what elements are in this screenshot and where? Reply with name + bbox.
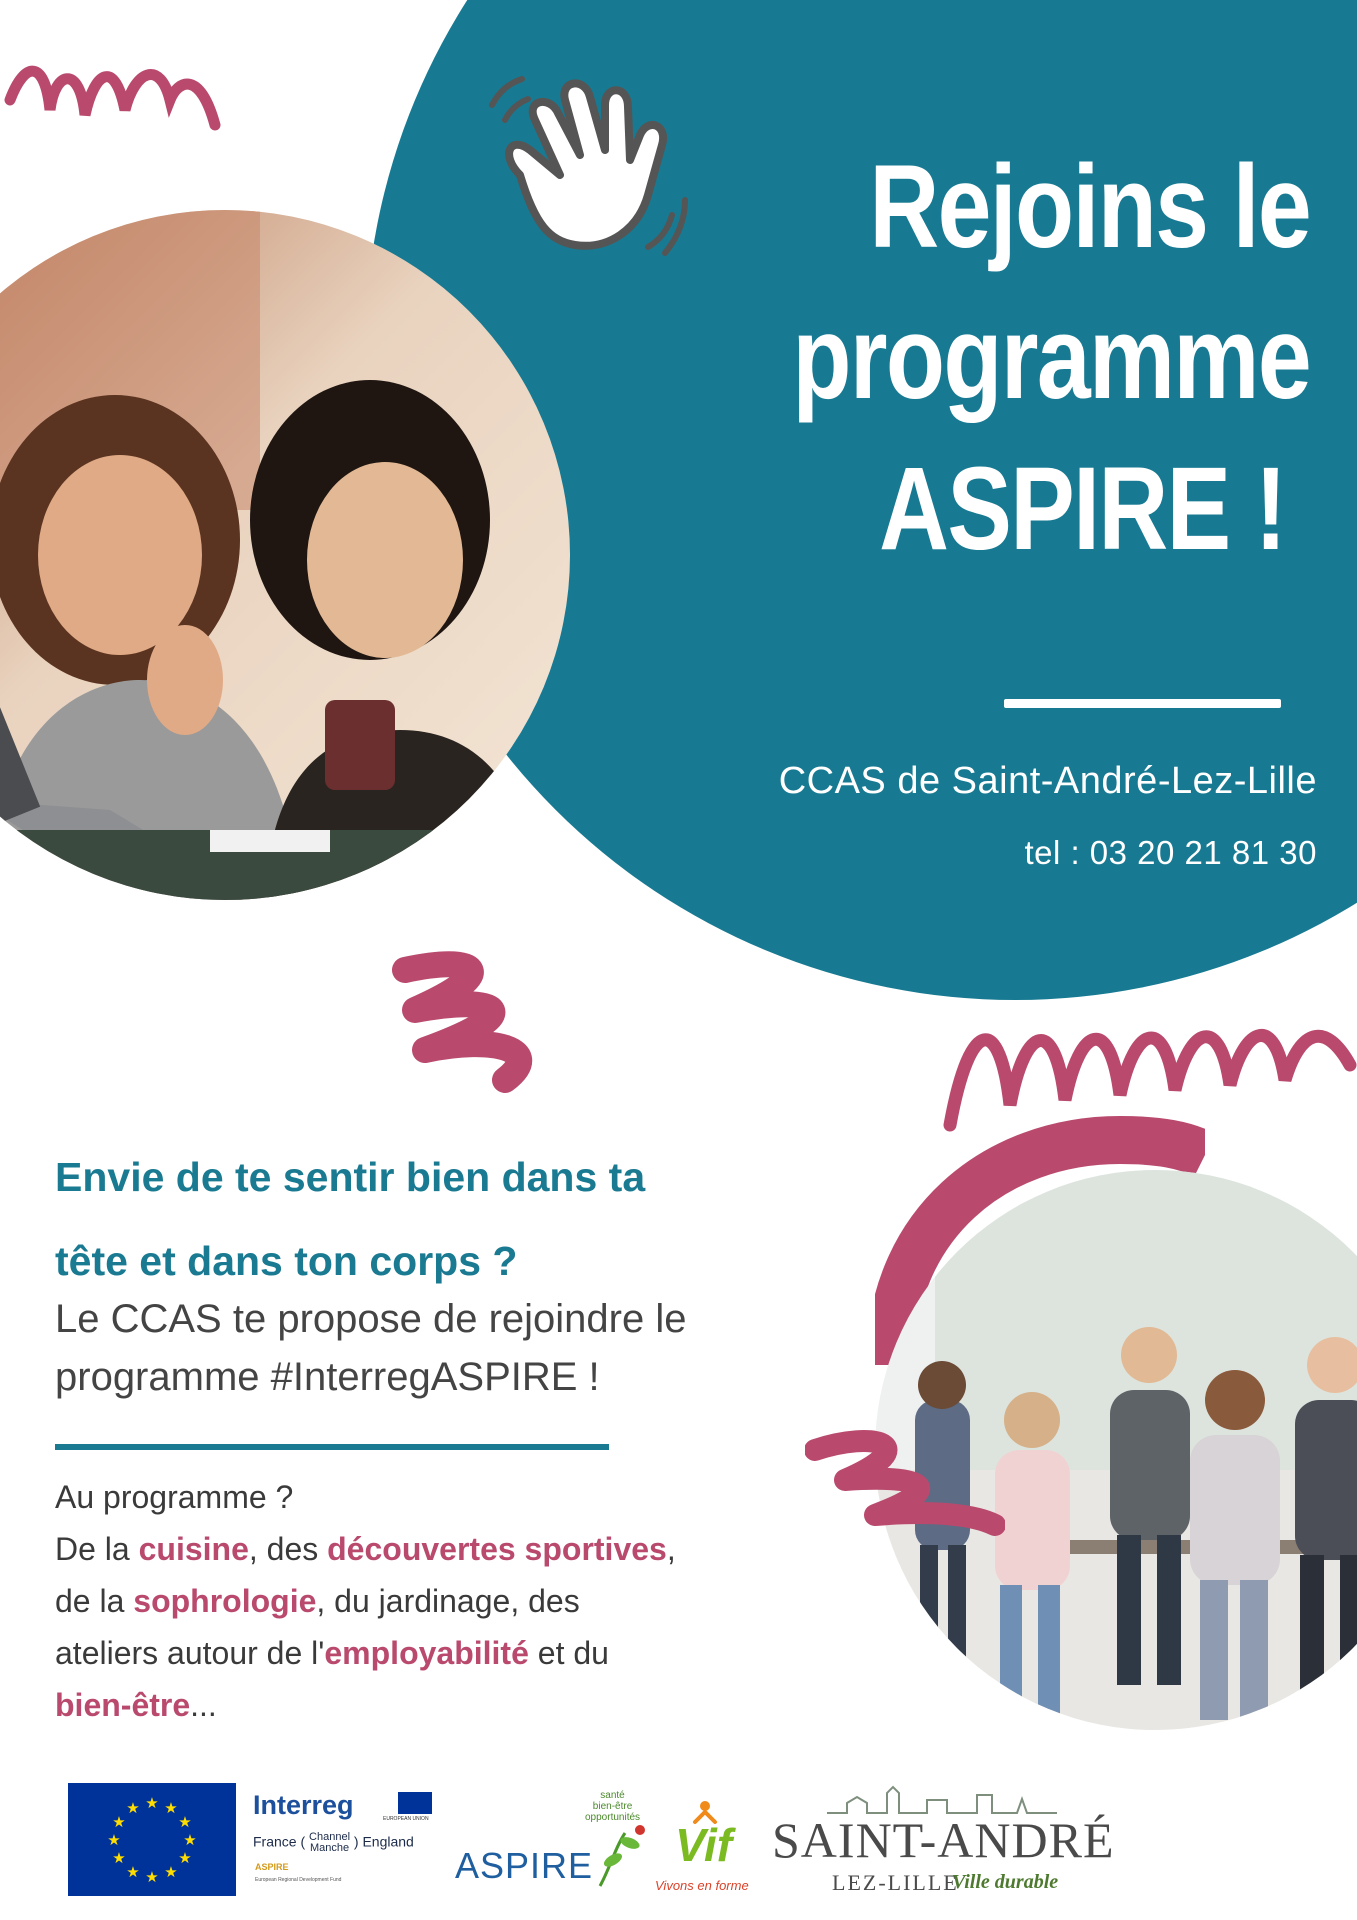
eu-flag-logo bbox=[68, 1783, 236, 1896]
svg-text:★: ★ bbox=[178, 1849, 192, 1867]
details-label: Au programme ? bbox=[55, 1479, 294, 1515]
interreg-logo: Interreg EUROPEAN UNION France ( Channel Manche ) England ASPIRE European Regional Development Fund bbox=[253, 1790, 443, 1890]
squiggle-mid-decoration bbox=[385, 940, 585, 1100]
svg-text:★: ★ bbox=[145, 1794, 159, 1812]
svg-text:★: ★ bbox=[145, 1868, 159, 1886]
svg-text:★: ★ bbox=[112, 1849, 126, 1867]
details-line-2: de la sophrologie, du jardinage, des bbox=[55, 1583, 580, 1619]
program-details bbox=[55, 1471, 855, 1731]
svg-text:★: ★ bbox=[126, 1863, 140, 1881]
eu-mini-flag-icon bbox=[398, 1792, 432, 1814]
eu-stars-icon bbox=[68, 1783, 236, 1896]
headline bbox=[55, 1135, 855, 1303]
waving-hand-icon bbox=[480, 65, 700, 265]
highlight-sophrologie: sophrologie bbox=[133, 1583, 317, 1619]
highlight-sport: découvertes sportives bbox=[327, 1531, 667, 1567]
organization-name: CCAS de Saint-André-Lez-Lille bbox=[778, 760, 1317, 802]
headline-line-2: tête et dans ton corps ? bbox=[55, 1238, 518, 1284]
svg-text:★: ★ bbox=[164, 1863, 178, 1881]
title-line-3: ASPIRE ! bbox=[879, 443, 1286, 576]
intro-line-1: Le CCAS te propose de rejoindre le bbox=[55, 1297, 687, 1341]
headline-line-1: Envie de te sentir bien dans ta bbox=[55, 1154, 646, 1200]
page-title bbox=[687, 132, 1310, 585]
title-divider bbox=[1004, 699, 1281, 708]
title-line-2: programme bbox=[792, 292, 1310, 425]
intro-line-2: programme #InterregASPIRE ! bbox=[55, 1355, 600, 1399]
highlight-bien-etre: bien-être bbox=[55, 1687, 191, 1723]
title-line-1: Rejoins le bbox=[869, 141, 1310, 273]
saint-andre-logo: SAINT-ANDRÉ LEZ-LILLE Ville durable bbox=[772, 1785, 1082, 1900]
svg-text:★: ★ bbox=[164, 1799, 178, 1817]
phone-number: tel : 03 20 21 81 30 bbox=[1024, 834, 1317, 871]
highlight-cuisine: cuisine bbox=[138, 1531, 249, 1567]
details-line-4: bien-être... bbox=[55, 1687, 217, 1723]
section-divider bbox=[55, 1444, 609, 1450]
svg-text:★: ★ bbox=[183, 1831, 197, 1849]
details-line-1: De la cuisine, des découvertes sportives, bbox=[55, 1531, 676, 1567]
svg-text:★: ★ bbox=[107, 1831, 121, 1849]
highlight-employabilite: employabilité bbox=[324, 1635, 529, 1671]
svg-text:★: ★ bbox=[112, 1813, 126, 1831]
svg-text:★: ★ bbox=[126, 1799, 140, 1817]
vif-logo: Vif Vivons en forme bbox=[655, 1800, 755, 1895]
squiggle-top-left-decoration bbox=[0, 40, 230, 150]
aspire-logo: santé bien-être opportunités ASPIRE bbox=[455, 1790, 660, 1890]
svg-text:★: ★ bbox=[178, 1813, 192, 1831]
details-line-3: ateliers autour de l'employabilité et du bbox=[55, 1635, 609, 1671]
intro-text bbox=[55, 1290, 855, 1406]
